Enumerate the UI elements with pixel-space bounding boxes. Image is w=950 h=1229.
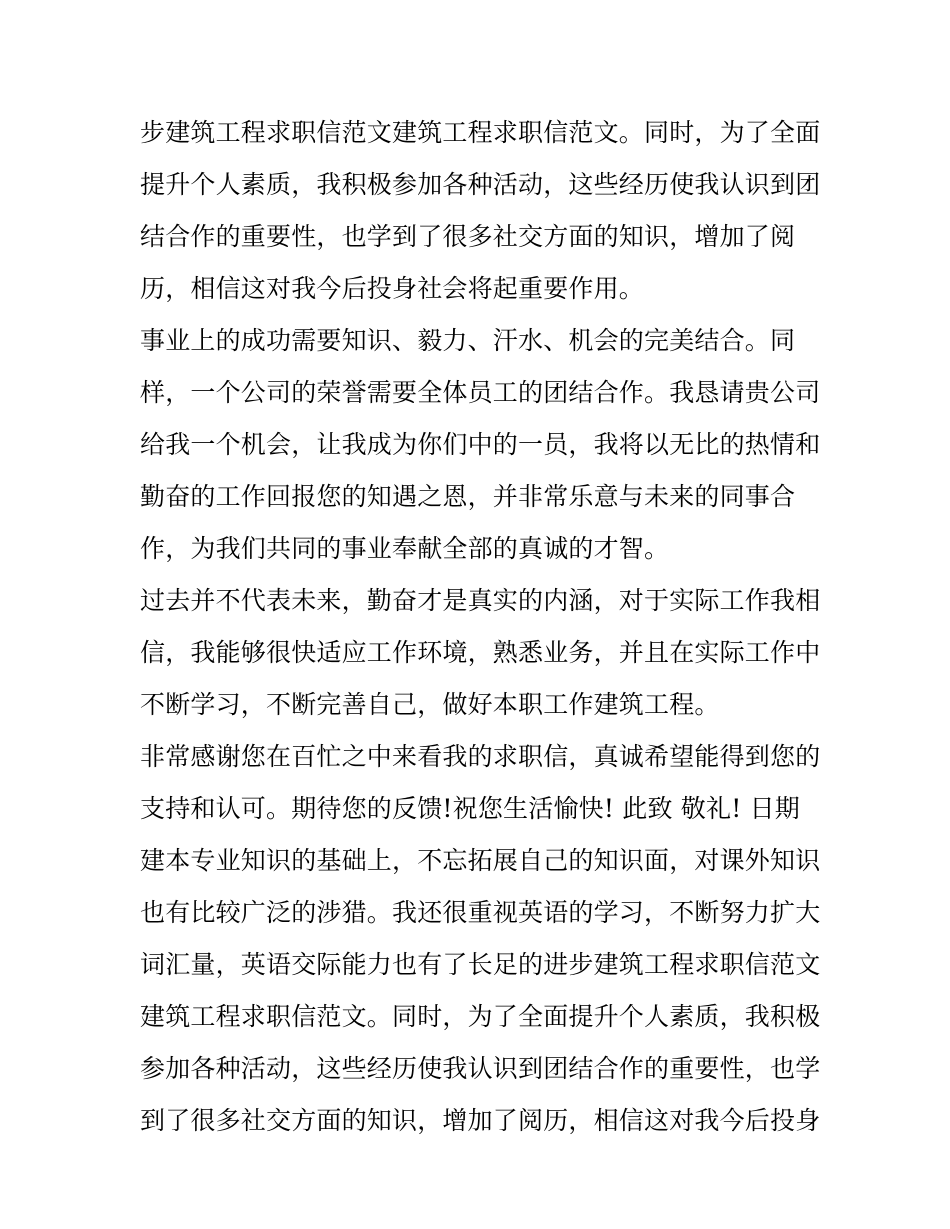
text-line: 非常感谢您在百忙之中来看我的求职信，真诚希望能得到您的 [140, 742, 820, 771]
text-line: 结合作的重要性，也学到了很多社交方面的知识，增加了阅 [140, 222, 796, 251]
text-line: 词汇量，英语交际能力也有了长足的进步建筑工程求职信范文 [140, 950, 820, 979]
text-line: 到了很多社交方面的知识，增加了阅历，相信这对我今后投身 [140, 1106, 820, 1135]
text-line: 历，相信这对我今后投身社会将起重要作用。 [140, 274, 645, 303]
text-line: 提升个人素质，我积极参加各种活动，这些经历使我认识到团 [140, 170, 820, 199]
text-line: 建筑工程求职信范文。同时，为了全面提升个人素质，我积极 [140, 1002, 820, 1031]
text-line: 支持和认可。期待您的反馈!祝您生活愉快! 此致 敬礼! 日期 [140, 794, 800, 823]
text-line: 给我一个机会，让我成为你们中的一员，我将以无比的热情和 [140, 430, 820, 459]
text-line: 步建筑工程求职信范文建筑工程求职信范文。同时，为了全面 [140, 118, 820, 147]
text-line: 不断学习，不断完善自己，做好本职工作建筑工程。 [140, 690, 720, 719]
text-line: 作，为我们共同的事业奉献全部的真诚的才智。 [140, 534, 670, 563]
text-line: 事业上的成功需要知识、毅力、汗水、机会的完美结合。同 [140, 326, 796, 355]
text-line: 建本专业知识的基础上，不忘拓展自己的知识面，对课外知识 [140, 846, 820, 875]
text-line: 信，我能够很快适应工作环境，熟悉业务，并且在实际工作中 [140, 638, 820, 667]
text-line: 过去并不代表未来，勤奋才是真实的内涵，对于实际工作我相 [140, 586, 820, 615]
text-line: 样，一个公司的荣誉需要全体员工的团结合作。我恳请贵公司 [140, 378, 820, 407]
text-line: 参加各种活动，这些经历使我认识到团结合作的重要性，也学 [140, 1054, 820, 1083]
document-body [140, 107, 820, 1147]
text-line: 也有比较广泛的涉猎。我还很重视英语的学习，不断努力扩大 [140, 898, 820, 927]
text-line: 勤奋的工作回报您的知遇之恩，并非常乐意与未来的同事合 [140, 482, 796, 511]
